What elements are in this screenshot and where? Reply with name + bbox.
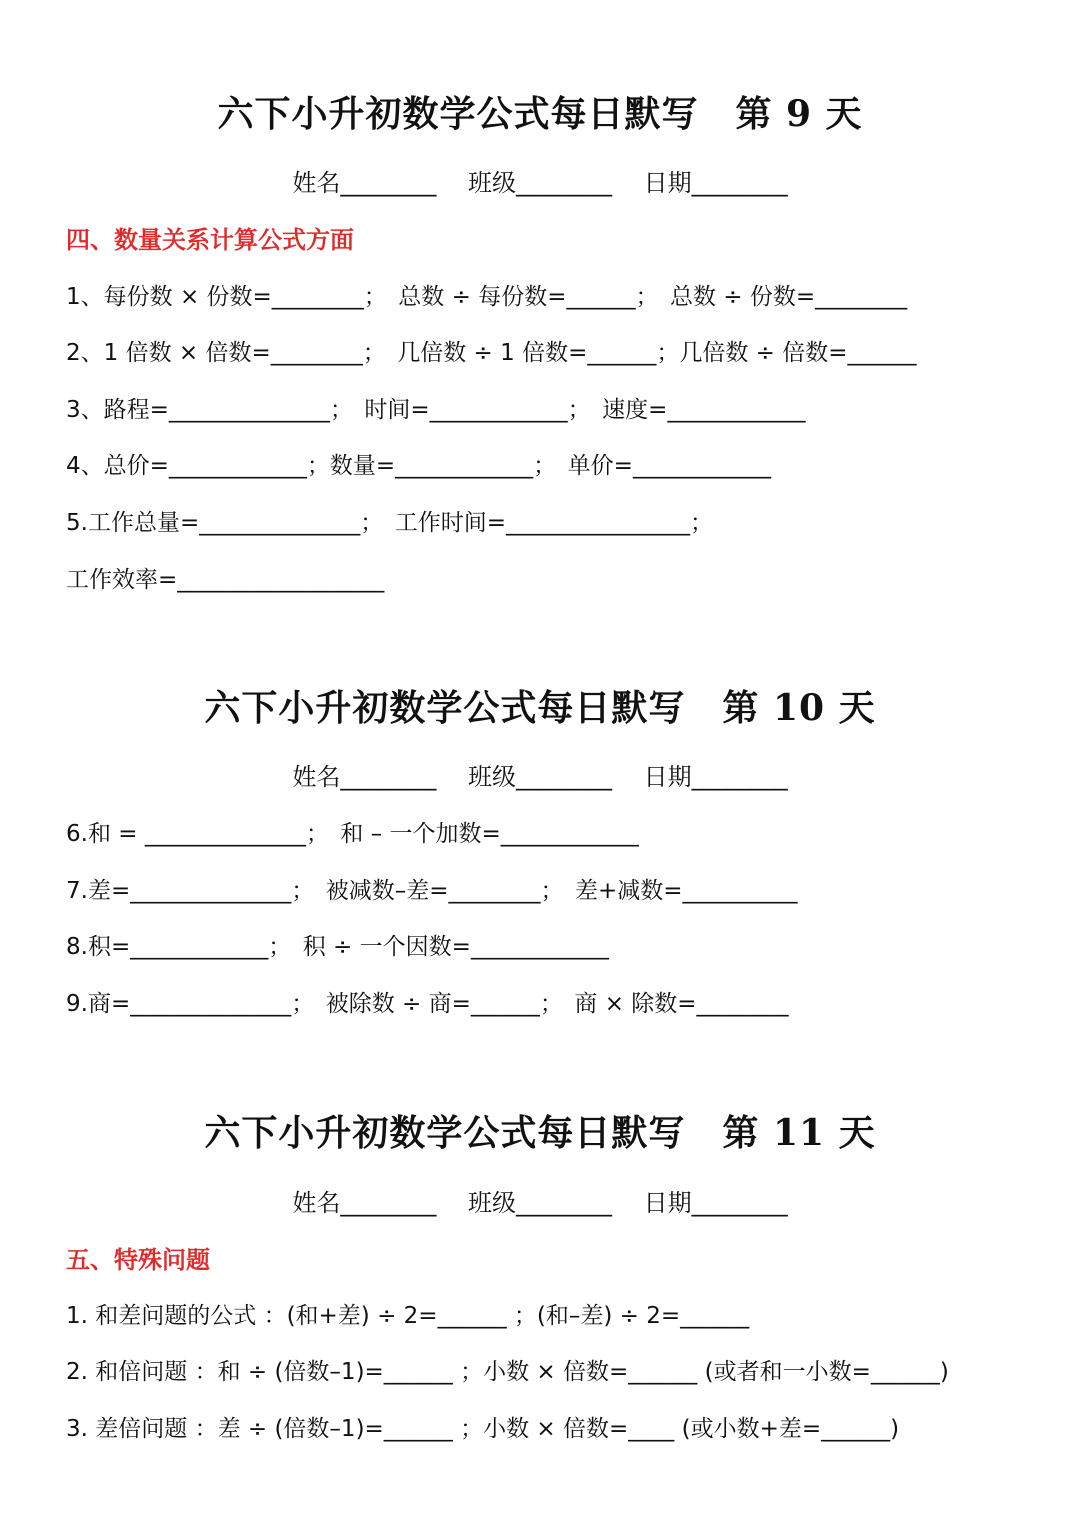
formula-line: 6.和 = ______________； 和 – 一个加数=____________ <box>66 821 639 847</box>
day11-title: 六下小升初数学公式每日默写 第 11 天 <box>204 1112 876 1154</box>
formula-line: 9.商=______________； 被除数 ÷ 商=______； 商 × 除数=________ <box>66 991 789 1017</box>
day11-student-info: 姓名________ 班级________ 日期________ <box>292 1189 788 1217</box>
formula-line: 1、每份数 × 份数=________； 总数 ÷ 每份数=______； 总数 ÷ 份数=________ <box>66 284 908 310</box>
formula-line: 2. 和倍问题 ：和 ÷ (倍数–1)=______ ；小数 × 倍数=______ (或者和一小数=______) <box>66 1359 949 1385</box>
formula-line: 8.积=____________； 积 ÷ 一个因数=____________ <box>66 934 609 960</box>
day9-title: 六下小升初数学公式每日默写 第 9 天 <box>217 93 863 135</box>
formula-line: 1. 和差问题的公式 ：(和+差) ÷ 2=______ ；(和–差) ÷ 2=______ <box>66 1303 750 1329</box>
day9-student-info: 姓名________ 班级________ 日期________ <box>292 169 788 197</box>
formula-line: 3、路程=______________； 时间=____________； 速度=____________ <box>66 397 806 423</box>
formula-line: 2、1 倍数 × 倍数=________； 几倍数 ÷ 1 倍数=______；几倍数 ÷ 倍数=______ <box>66 340 917 366</box>
day10-student-info: 姓名________ 班级________ 日期________ <box>292 763 788 791</box>
day10-title: 六下小升初数学公式每日默写 第 10 天 <box>204 687 876 729</box>
day11-section-heading: 五、特殊问题 <box>66 1246 210 1274</box>
formula-line: 5.工作总量=______________； 工作时间=________________； <box>66 510 713 536</box>
day9-section-heading: 四、数量关系计算公式方面 <box>66 226 354 254</box>
formula-line: 4、总价=____________；数量=____________； 单价=____________ <box>66 453 771 479</box>
formula-line: 工作效率=__________________ <box>66 567 385 593</box>
formula-line: 7.差=______________； 被减数–差=________； 差+减数=__________ <box>66 878 798 904</box>
formula-line: 3. 差倍问题 ：差 ÷ (倍数–1)=______ ；小数 × 倍数=____ (或小数+差=______) <box>66 1416 900 1442</box>
